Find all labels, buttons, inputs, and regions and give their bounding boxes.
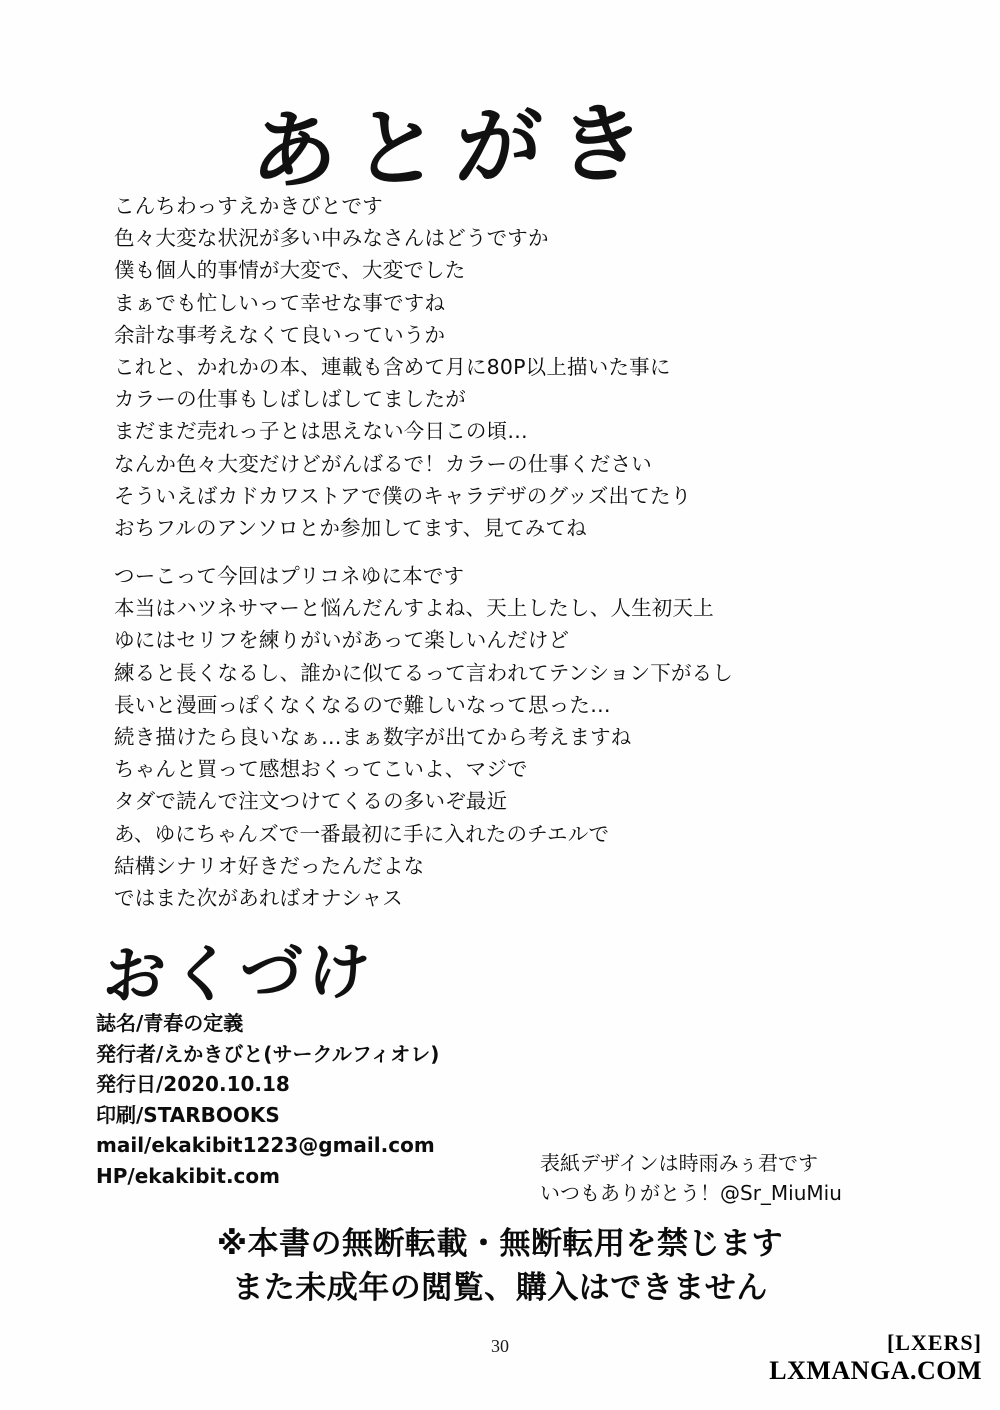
- colophon-title-line: 誌名/青春の定義: [96, 1011, 244, 1035]
- afterword-line: あ、ゆにちゃんズで一番最初に手に入れたのチエルで: [114, 821, 610, 846]
- afterword-line: 練ると長くなるし、誰かに似てるって言われてテンション下がるし: [114, 660, 734, 685]
- credit-line: いつもありがとう！@Sr_MiuMiu: [540, 1181, 842, 1205]
- afterword-line: 色々大変な状況が多い中みなさんはどうですか: [114, 226, 549, 251]
- afterword-line: 続き描けたら良いなぁ…まぁ数字が出てから考えますね: [114, 725, 632, 750]
- afterword-line: ゆにはセリフを練りがいがあって楽しいんだけど: [114, 628, 570, 653]
- afterword-line: まだまだ売れっ子とは思えない今日この頃…: [114, 419, 528, 444]
- afterword-line: 長いと漫画っぽくなくなるので難しいなって思った…: [114, 692, 611, 717]
- afterword-line: おちフルのアンソロとか参加してます、見てみてね: [114, 516, 587, 541]
- cover-design-credit: [540, 1148, 960, 1208]
- afterword-line: ちゃんと買って感想おくってこいよ、マジで: [114, 757, 528, 782]
- afterword-line: つーこって今回はプリコネゆに本です: [114, 564, 465, 588]
- afterword-line: 僕も個人的事情が大変で、大変でした: [114, 258, 466, 283]
- afterword-line: 余計な事考えなくて良いっていうか: [114, 322, 446, 347]
- afterword-paragraph-1: [114, 190, 914, 544]
- afterword-line: ではまた次があればオナシャス: [114, 886, 403, 911]
- colophon-publisher-line: 発行者/えかきびと(サークルフィオレ): [96, 1041, 440, 1066]
- colophon-heading: おくづけ: [100, 934, 379, 1013]
- afterword-line: これと、かれかの本、連載も含めて月に80P以上描いた事に: [114, 355, 671, 380]
- notice-line: また未成年の閲覧、購入はできません: [232, 1270, 768, 1306]
- credit-line: 表紙デザインは時雨みぅ君です: [540, 1151, 818, 1175]
- afterword-line: こんちわっすえかきびとです: [114, 194, 383, 218]
- colophon-mail-line: mail/ekakibit1223@gmail.com: [96, 1133, 435, 1157]
- afterword-heading: あとがき: [248, 93, 663, 203]
- watermark-tag: [LXERS]: [886, 1330, 982, 1355]
- afterword-line: そういえばカドカワストアで僕のキャラデザのグッズ出てたり: [114, 483, 692, 508]
- page-number: 30: [491, 1336, 509, 1356]
- afterword-line: なんか色々大変だけどがんばるで！カラーの仕事ください: [114, 451, 652, 476]
- watermark-site: LXMANGA.COM: [769, 1356, 982, 1385]
- notice-line: ※本書の無断転載・無断転用を禁じます: [216, 1226, 784, 1262]
- afterword-line: 本当はハツネサマーと悩んだんすよね、天上したし、人生初天上: [114, 596, 714, 621]
- colophon-printer-line: 印刷/STARBOOKS: [96, 1102, 280, 1127]
- afterword-paragraph-2: [114, 560, 934, 914]
- copyright-notice: [0, 1222, 1000, 1310]
- afterword-line: 結構シナリオ好きだったんだよな: [114, 853, 425, 878]
- watermark: [769, 1330, 982, 1386]
- afterword-line: まぁでも忙しいって幸せな事ですね: [114, 290, 446, 315]
- afterword-line: タダで読んで注文つけてくるの多いぞ最近: [114, 789, 508, 814]
- afterword-line: カラーの仕事もしばしばしてましたが: [114, 387, 466, 412]
- colophon-hp-line: HP/ekakibit.com: [96, 1163, 280, 1188]
- colophon-details: [96, 1008, 616, 1191]
- colophon-date-line: 発行日/2020.10.18: [96, 1072, 290, 1096]
